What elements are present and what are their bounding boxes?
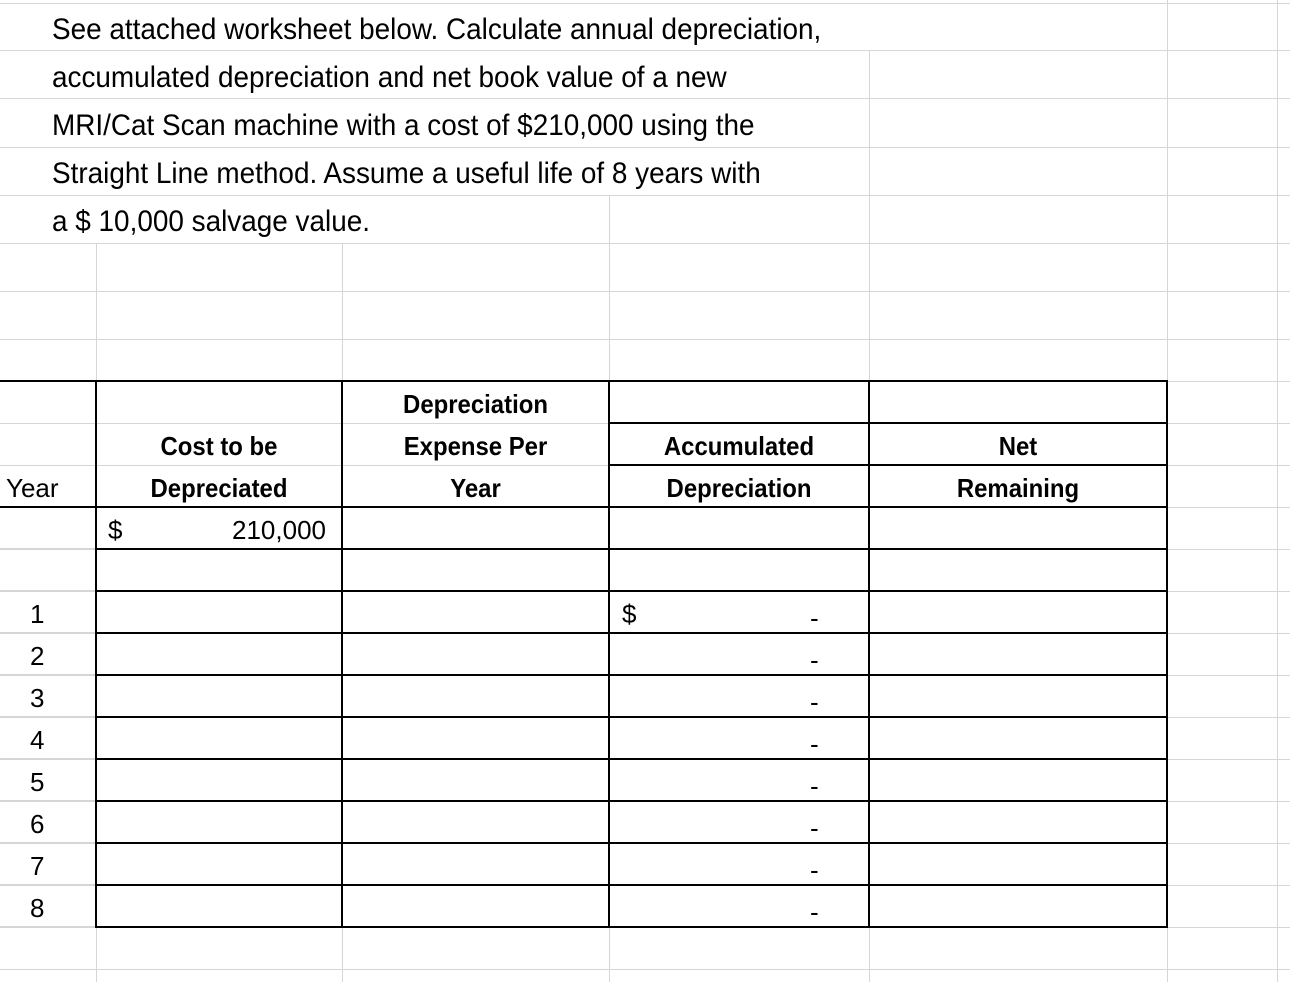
header-cost-line2[interactable]: Depreciated [150,473,288,503]
year-row-line [0,716,95,717]
year-row-line [0,926,95,927]
table-border [0,380,1168,382]
gridline-h [0,3,1290,4]
accumulated-value[interactable]: - [810,897,819,927]
table-border [868,380,870,928]
year-number[interactable]: 7 [30,851,45,881]
table-border [96,758,1168,760]
year-row-line [0,800,95,801]
table-border [96,842,1168,844]
year-row-line [0,758,95,759]
gridline-h [0,339,1290,340]
instruction-text [52,6,945,246]
header-net-line2[interactable]: Remaining [956,473,1080,503]
gridline-v [1277,0,1278,982]
year-number[interactable]: 1 [30,599,45,629]
header-accumulated-line1[interactable]: Accumulated [663,431,815,461]
header-year[interactable]: Year [6,473,59,503]
table-border [96,926,1168,928]
header-depreciation-line2[interactable]: Expense Per [403,431,548,461]
table-border [96,884,1168,886]
instruction-line: a $ 10,000 salvage value. [52,205,371,238]
year-row-line [0,632,95,633]
accumulated-value[interactable]: - [810,645,819,675]
instruction-line: MRI/Cat Scan machine with a cost of $210,000 using the [52,109,755,142]
year-row-line [0,548,95,549]
header-accumulated-line2[interactable]: Depreciation [666,473,812,503]
table-border [96,674,1168,676]
table-border [96,590,1168,592]
year-number[interactable]: 3 [30,683,45,713]
accumulated-value[interactable]: - [810,855,819,885]
header-depreciation-line3[interactable]: Year [450,473,501,503]
year-row-line [0,884,95,885]
accumulated-value[interactable]: - [810,729,819,759]
initial-cost-currency[interactable]: $ [108,515,123,545]
gridline-h [0,969,1290,970]
year-row-line [0,842,95,843]
year-number[interactable]: 5 [30,767,45,797]
table-border [609,422,1168,424]
table-border [95,380,97,928]
year-number[interactable]: 4 [30,725,45,755]
instruction-line: See attached worksheet below. Calculate annual depreciation, [52,13,822,46]
gridline-h [0,291,1290,292]
instruction-line: accumulated depreciation and net book value of a new [52,61,727,94]
table-border [0,506,1168,508]
table-border [609,464,1168,466]
table-border [96,632,1168,634]
year-number[interactable]: 2 [30,641,45,671]
year-row-line [0,590,95,591]
header-cost-line1[interactable]: Cost to be [160,431,278,461]
year-number[interactable]: 6 [30,809,45,839]
table-border [96,548,1168,550]
header-depreciation-line1[interactable]: Depreciation [403,389,548,419]
table-border [341,380,343,928]
year-row-line [0,674,95,675]
instruction-line: Straight Line method. Assume a useful life of 8 years with [52,157,761,190]
table-border [608,380,610,928]
table-border [1166,380,1168,928]
header-net-line1[interactable]: Net [998,431,1038,461]
accumulated-currency[interactable]: $ [622,599,637,629]
accumulated-value[interactable]: - [810,771,819,801]
accumulated-value[interactable]: - [810,687,819,717]
year-number[interactable]: 8 [30,893,45,923]
table-border [96,716,1168,718]
accumulated-value[interactable]: - [810,603,819,633]
table-border [96,800,1168,802]
initial-cost-value[interactable]: 210,000 [232,515,326,545]
accumulated-value[interactable]: - [810,813,819,843]
